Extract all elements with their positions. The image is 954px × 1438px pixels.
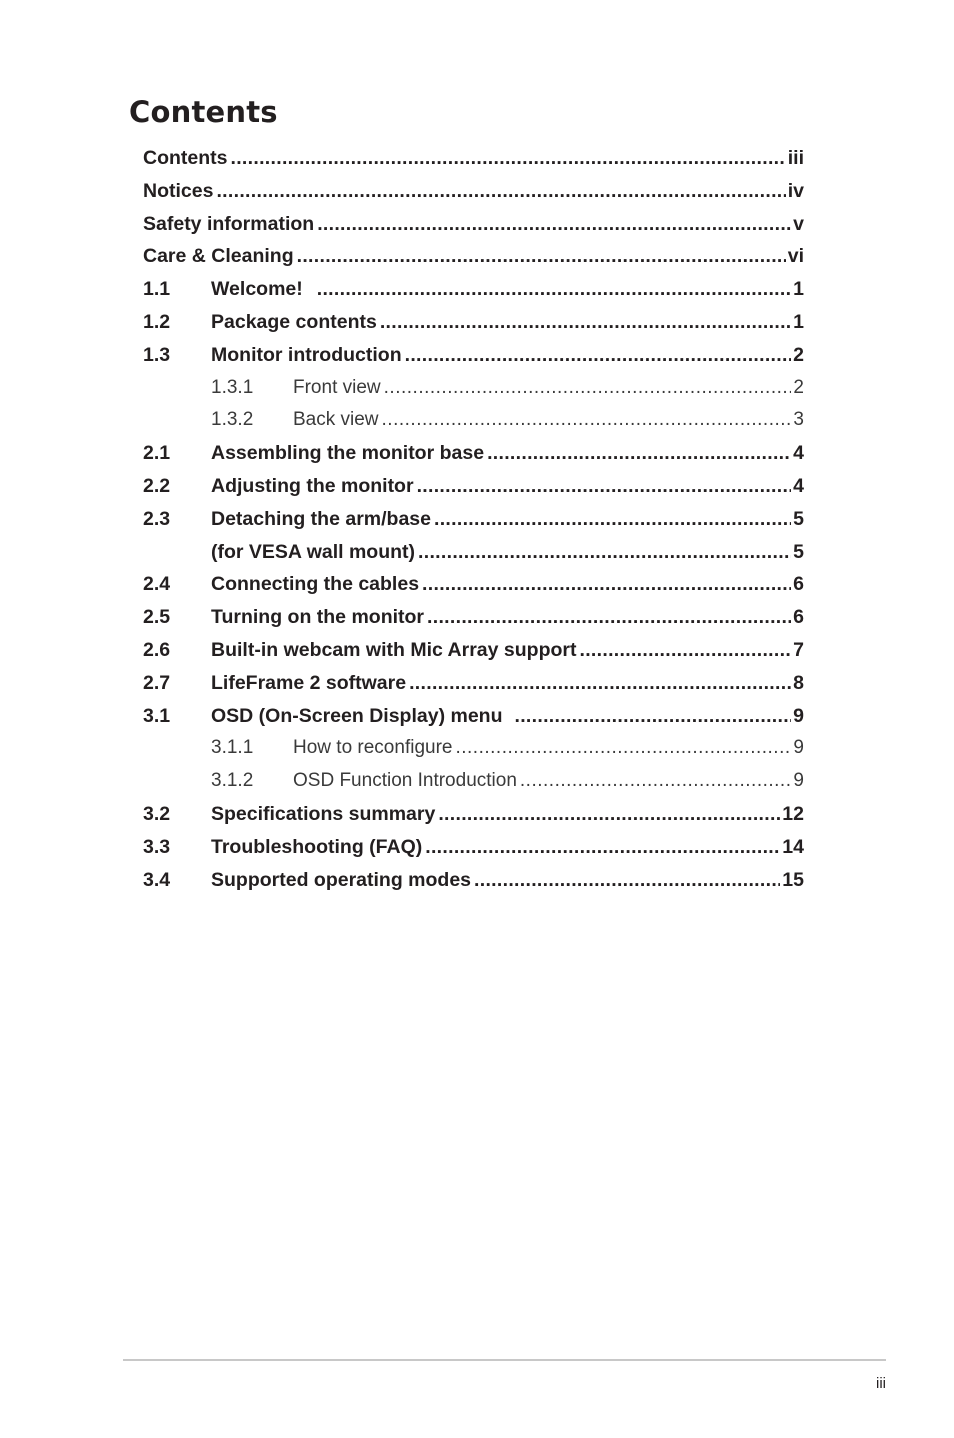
- toc-entry-page: v: [793, 212, 804, 235]
- toc-dot-leader: [382, 404, 792, 437]
- toc-entry-page: 3: [793, 409, 804, 431]
- toc-entry-number: 3.4: [143, 868, 171, 891]
- toc-entry-contents[interactable]: [143, 142, 804, 175]
- toc-entry-page: 6: [793, 606, 804, 629]
- toc-entry-2-5[interactable]: [143, 601, 804, 634]
- toc-entry-title: Adjusting the monitor: [211, 474, 414, 497]
- toc-entry-number: 2.5: [143, 606, 171, 629]
- toc-dot-leader: [216, 175, 785, 208]
- toc-entry-page: 15: [782, 868, 804, 891]
- toc-entry-title: Contents: [143, 147, 228, 169]
- toc-entry-page: 14: [782, 835, 804, 858]
- toc-entry-title: Front view: [293, 376, 381, 398]
- toc-dot-leader: [317, 208, 791, 241]
- toc-entry-number: 2.6: [143, 638, 171, 661]
- toc-entry-title: (for VESA wall mount): [211, 540, 416, 563]
- toc-dot-leader: [474, 864, 780, 897]
- toc-dot-leader: [317, 273, 791, 306]
- toc-entry-title: Connecting the cables: [211, 573, 420, 596]
- toc-dot-leader: [384, 372, 792, 405]
- toc-entry-page: 9: [793, 737, 804, 759]
- toc-entry-page: 4: [793, 442, 804, 465]
- toc-entry-number: 1.1: [143, 278, 171, 301]
- toc-entry-2-3-continued[interactable]: [143, 536, 804, 569]
- toc-entry-title: How to reconfigure: [293, 737, 453, 759]
- toc-dot-leader: [434, 503, 791, 536]
- toc-entry-notices[interactable]: [143, 175, 804, 208]
- toc-entry-1-3-2[interactable]: [143, 404, 804, 437]
- toc-entry-2-1[interactable]: [143, 437, 804, 470]
- toc-dot-leader: [231, 142, 786, 175]
- toc-entry-2-4[interactable]: [143, 568, 804, 601]
- toc-entry-page: 8: [793, 671, 804, 694]
- toc-entry-title: Supported operating modes: [211, 868, 472, 891]
- toc-entry-title: Care & Cleaning: [143, 245, 294, 268]
- toc-entry-number: 1.3: [143, 343, 171, 366]
- toc-entry-page: 9: [793, 704, 804, 727]
- toc-entry-page: 2: [793, 343, 804, 366]
- footer-divider: [123, 1359, 886, 1361]
- toc-entry-title: Safety information: [143, 212, 315, 235]
- toc-entry-number: 2.4: [143, 573, 171, 596]
- toc-dot-leader: [579, 634, 791, 667]
- toc-entry-page: 12: [782, 802, 804, 825]
- toc-entry-page: iv: [787, 179, 804, 202]
- toc-entry-page: 7: [793, 638, 804, 661]
- page-title: Contents: [129, 95, 278, 129]
- toc-entry-title: Back view: [293, 409, 379, 431]
- toc-entry-number: 2.2: [143, 474, 171, 497]
- toc-dot-leader: [427, 601, 791, 634]
- toc-entry-3-2[interactable]: [143, 798, 804, 831]
- footer-page-number: iii: [876, 1375, 886, 1392]
- toc-dot-leader: [418, 536, 791, 569]
- toc-entry-3-4[interactable]: [143, 864, 804, 897]
- toc-entry-2-2[interactable]: [143, 470, 804, 503]
- toc-entry-title: LifeFrame 2 software: [211, 671, 407, 694]
- toc-entry-3-1[interactable]: [143, 700, 804, 733]
- toc-entry-page: 1: [793, 278, 804, 301]
- table-of-contents: [143, 142, 804, 896]
- toc-entry-3-1-1[interactable]: [143, 732, 804, 765]
- toc-entry-page: iii: [787, 147, 804, 169]
- toc-entry-number: 2.7: [143, 671, 171, 694]
- toc-entry-title: Detaching the arm/base: [211, 507, 431, 530]
- toc-entry-title: Monitor introduction: [211, 343, 402, 366]
- toc-entry-number: 2.1: [143, 442, 171, 465]
- toc-entry-number: 3.3: [143, 835, 171, 858]
- toc-dot-leader: [409, 667, 791, 700]
- toc-entry-care-cleaning[interactable]: [143, 240, 804, 273]
- toc-entry-1-2[interactable]: [143, 306, 804, 339]
- toc-entry-page: vi: [787, 245, 804, 268]
- toc-dot-leader: [405, 339, 792, 372]
- toc-entry-number: 3.1.2: [211, 770, 254, 792]
- toc-entry-1-3[interactable]: [143, 339, 804, 372]
- toc-dot-leader: [487, 437, 791, 470]
- toc-entry-page: 5: [793, 507, 804, 530]
- toc-entry-page: 2: [793, 376, 804, 398]
- toc-entry-title: Welcome!: [211, 278, 303, 301]
- toc-entry-3-1-2[interactable]: [143, 765, 804, 798]
- toc-dot-leader: [417, 470, 792, 503]
- toc-dot-leader: [438, 798, 780, 831]
- toc-entry-title: Assembling the monitor base: [211, 442, 485, 465]
- toc-entry-page: 1: [793, 310, 804, 333]
- toc-entry-1-3-1[interactable]: [143, 372, 804, 405]
- toc-entry-1-1[interactable]: [143, 273, 804, 306]
- toc-entry-2-7[interactable]: [143, 667, 804, 700]
- toc-entry-title: Built-in webcam with Mic Array support: [211, 638, 577, 661]
- toc-entry-number: 1.3.1: [211, 376, 254, 398]
- toc-entry-3-3[interactable]: [143, 831, 804, 864]
- toc-dot-leader: [380, 306, 791, 339]
- toc-entry-2-3[interactable]: [143, 503, 804, 536]
- toc-entry-page: 9: [793, 770, 804, 792]
- toc-entry-number: 3.1.1: [211, 737, 254, 759]
- toc-entry-title: Turning on the monitor: [211, 606, 425, 629]
- toc-dot-leader: [422, 568, 791, 601]
- toc-entry-title: OSD Function Introduction: [293, 770, 517, 792]
- toc-entry-safety-information[interactable]: [143, 208, 804, 241]
- toc-entry-number: 1.3.2: [211, 409, 254, 431]
- toc-entry-title: Package contents: [211, 310, 377, 333]
- toc-entry-title: Troubleshooting (FAQ): [211, 835, 423, 858]
- toc-entry-title: Specifications summary: [211, 802, 436, 825]
- toc-entry-page: 6: [793, 573, 804, 596]
- toc-dot-leader: [514, 700, 791, 733]
- toc-entry-number: 3.1: [143, 704, 171, 727]
- toc-entry-number: 2.3: [143, 507, 171, 530]
- toc-dot-leader: [425, 831, 780, 864]
- toc-entry-title: OSD (On-Screen Display) menu: [211, 704, 503, 727]
- toc-dot-leader: [520, 765, 792, 798]
- toc-entry-2-6[interactable]: [143, 634, 804, 667]
- toc-dot-leader: [455, 732, 791, 765]
- toc-entry-page: 4: [793, 474, 804, 497]
- toc-entry-page: 5: [793, 540, 804, 563]
- toc-entry-title: Notices: [143, 179, 214, 202]
- toc-entry-number: 1.2: [143, 310, 171, 333]
- toc-entry-number: 3.2: [143, 802, 171, 825]
- toc-dot-leader: [297, 240, 786, 273]
